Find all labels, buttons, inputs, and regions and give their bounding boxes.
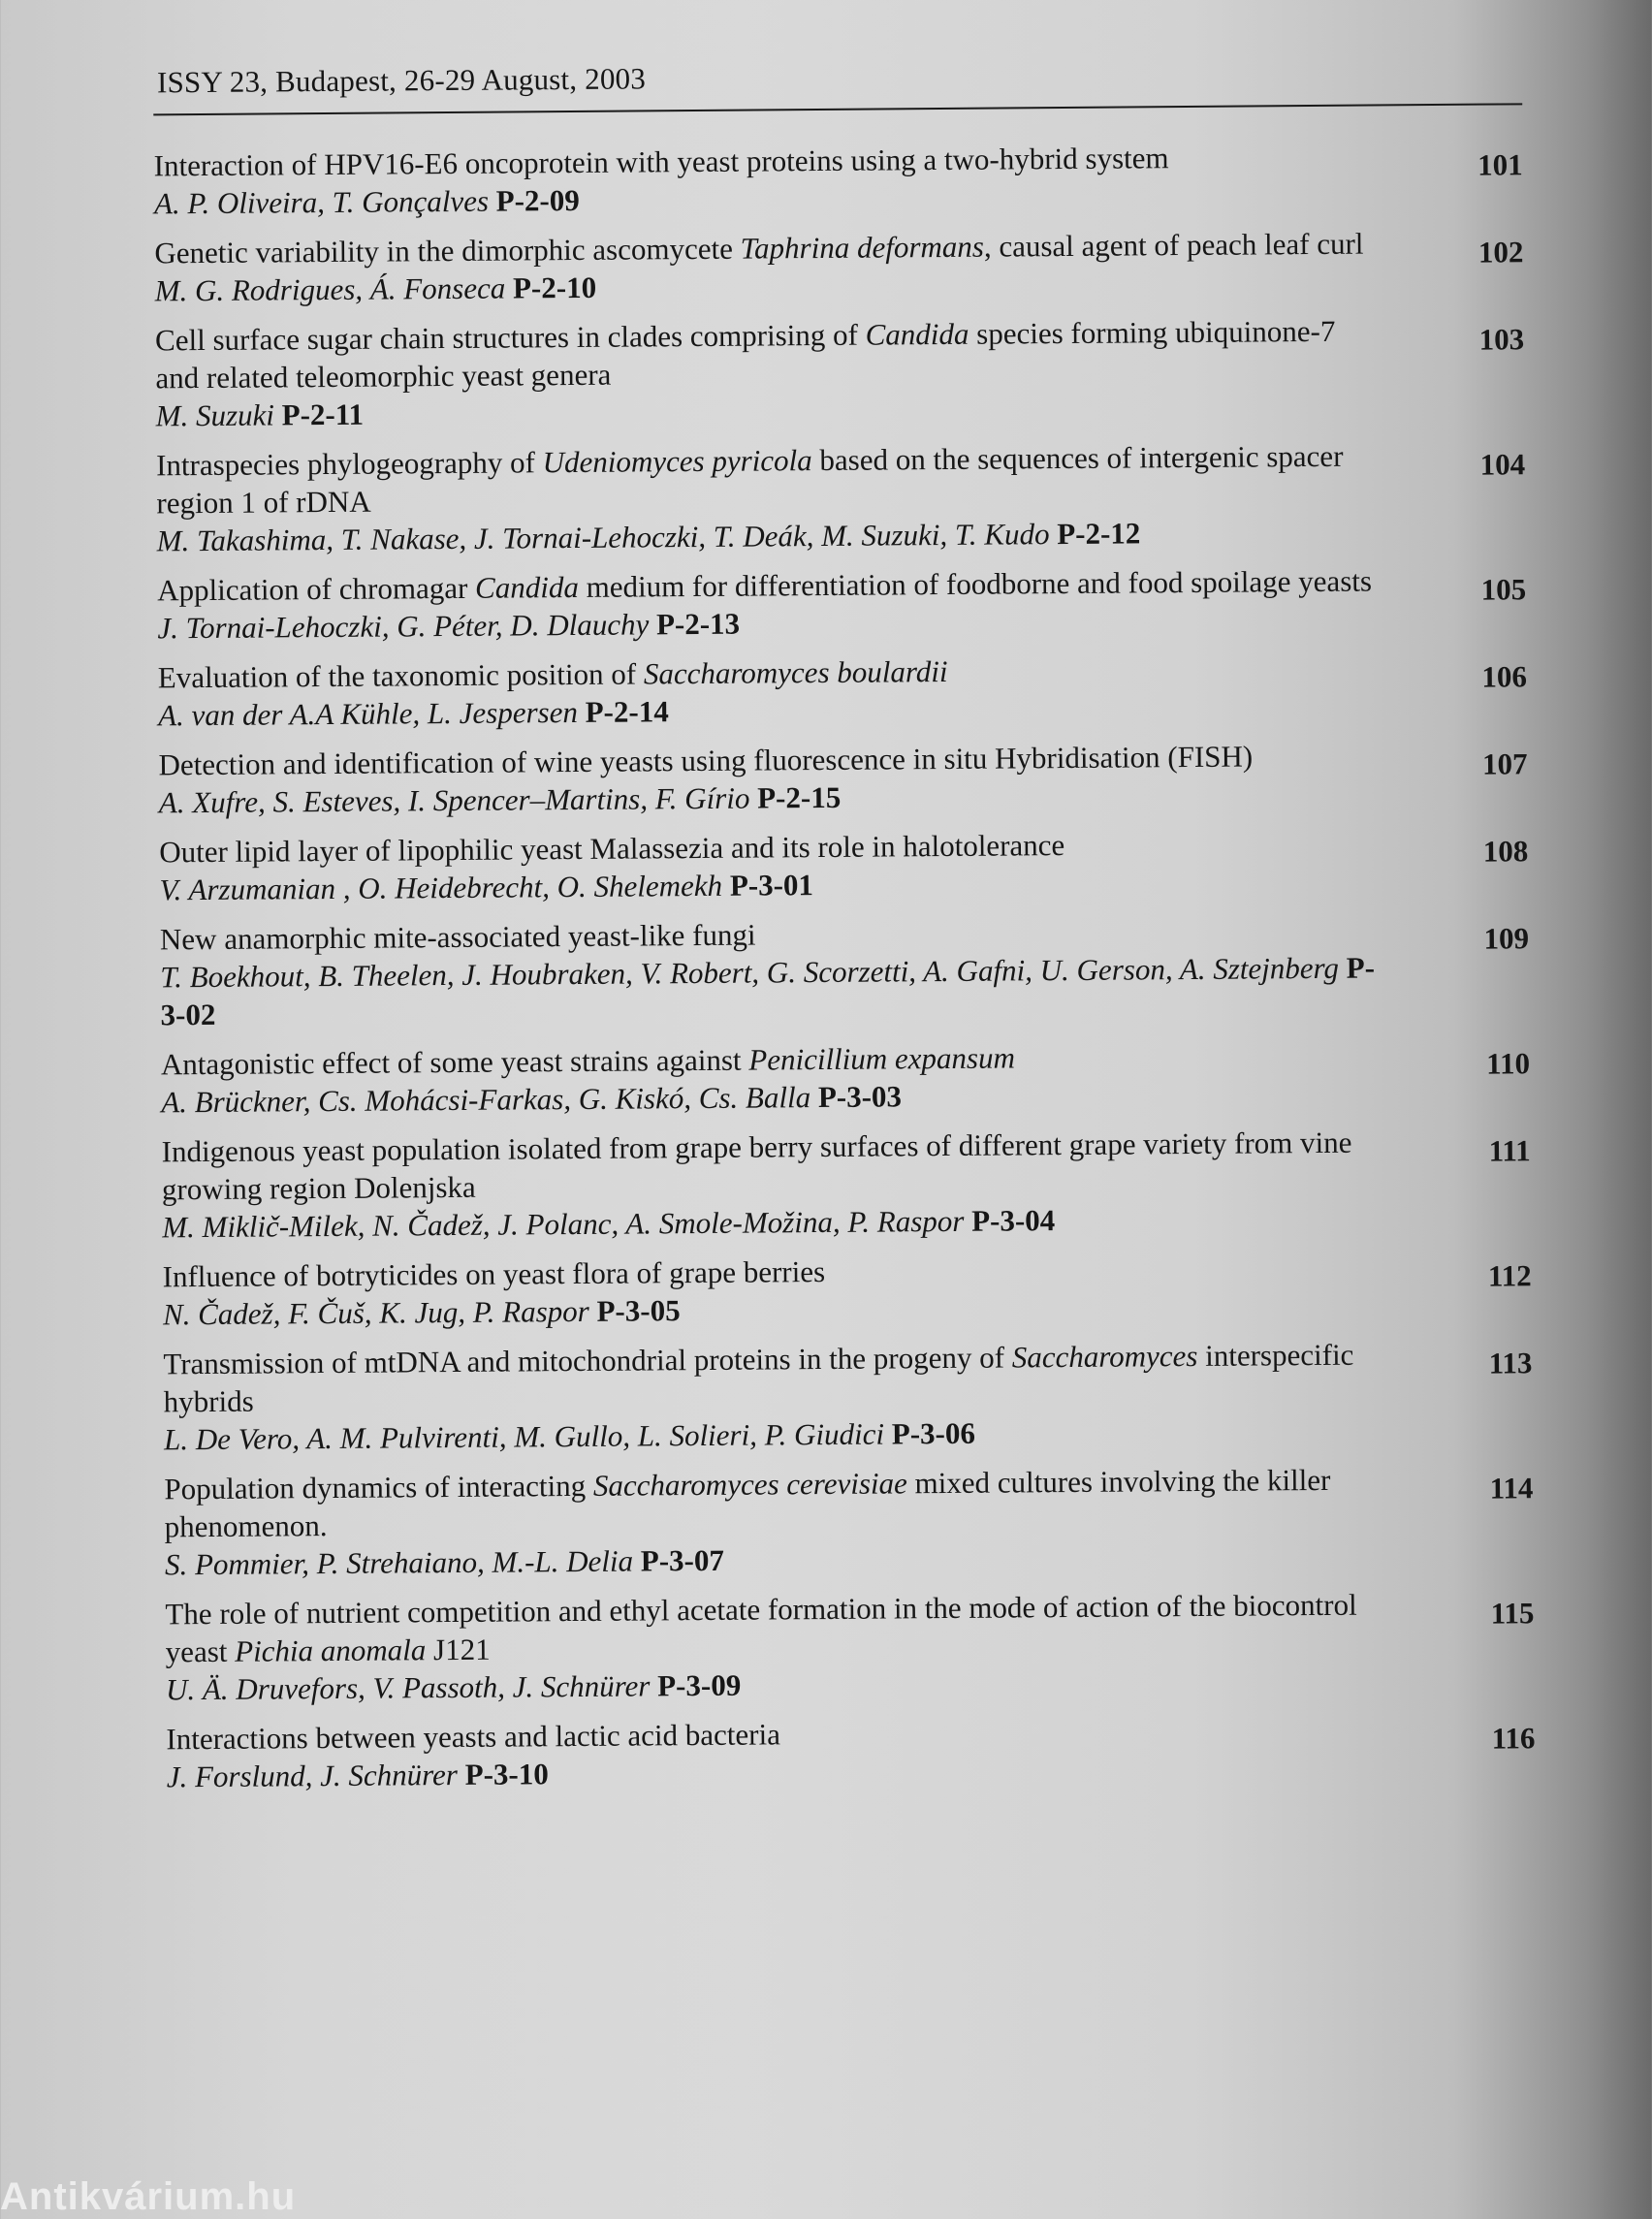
entry-authors: N. Čadež, F. Čuš, K. Jug, P. Raspor <box>162 1293 589 1332</box>
entry-title <box>163 1335 1387 1420</box>
poster-code: P-3-02 <box>160 950 1376 1032</box>
title-text: Detection and identification of wine yeasts using fluorescence in situ Hybridisation (FISH) <box>158 739 1254 782</box>
toc-entry <box>164 1459 1534 1583</box>
entry-authors: A. P. Oliveira, T. Gonçalves <box>153 183 490 221</box>
title-text: Transmission of mtDNA and mitochondrial proteins in the progeny of <box>163 1340 1012 1381</box>
toc-entry <box>163 1247 1533 1333</box>
title-species-name: Penicillium expansum <box>748 1040 1016 1077</box>
entry-authors: M. Suzuki <box>155 397 275 433</box>
page-number: 112 <box>1487 1258 1532 1293</box>
title-text: Outer lipid layer of lipophilic yeast Malassezia and its role in halotolerance <box>159 828 1065 870</box>
entry-authors: V. Arzumanian , O. Heidebrecht, O. Shelemekh <box>159 868 723 907</box>
poster-code: P-2-15 <box>757 779 842 815</box>
title-text: Indigenous yeast population isolated from grape berry surfaces of different grape variety from vine growing region Dolenjska <box>161 1125 1352 1207</box>
title-text: Intraspecies phylogeography of <box>155 445 543 483</box>
toc-entry <box>160 909 1530 1033</box>
title-species-name: Taphrina deformans <box>740 229 985 266</box>
toc-entry <box>158 735 1528 821</box>
toc-entry <box>161 1034 1531 1121</box>
page-number: 106 <box>1481 659 1528 694</box>
title-text: based on the sequences of intergenic spacer region 1 of rDNA <box>156 438 1344 521</box>
entry-authors: J. Forslund, J. Schnürer <box>166 1757 459 1794</box>
toc-entry <box>163 1334 1533 1458</box>
title-text: Evaluation of the taxonomic position of <box>157 656 645 695</box>
entry-authors: A. van der A.A Kühle, L. Jespersen <box>157 694 579 733</box>
entry-authors-line <box>160 948 1384 1033</box>
page-number: 102 <box>1477 235 1524 269</box>
poster-code: P-3-01 <box>729 868 814 903</box>
poster-code: P-2-09 <box>495 182 580 218</box>
poster-code: P-2-14 <box>585 694 669 729</box>
page-number: 107 <box>1481 746 1528 781</box>
toc-entry <box>165 1584 1535 1708</box>
entry-authors: U. Ä. Druvefors, V. Passoth, J. Schnürer <box>165 1668 651 1707</box>
title-text: Population dynamics of interacting <box>164 1468 594 1506</box>
entry-authors: S. Pommier, P. Strehaiano, M.-L. Delia <box>164 1543 634 1582</box>
entry-authors: A. Xufre, S. Esteves, I. Spencer–Martins, F. Gírio <box>158 780 750 820</box>
poster-code: P-2-12 <box>1057 516 1141 552</box>
title-species-name: Pichia anomala <box>235 1633 427 1668</box>
page-number: 113 <box>1488 1346 1533 1380</box>
title-text: Interaction of HPV16-E6 oncoprotein with yeast proteins using a two-hybrid system <box>153 141 1169 183</box>
poster-code: P-3-09 <box>657 1667 742 1703</box>
title-text: The role of nutrient competition and ethyl acetate formation in the mode of action of the biocontrol yeast <box>165 1587 1357 1669</box>
entry-authors: M. G. Rodrigues, Á. Fonseca <box>154 270 506 308</box>
entry-authors: J. Tornai-Lehoczki, G. Péter, D. Dlauchy <box>157 607 650 646</box>
title-species-name: Udeniomyces pyricola <box>542 443 812 480</box>
title-species-name: Saccharomyces boulardii <box>643 653 948 691</box>
entry-authors: A. Brückner, Cs. Mohácsi-Farkas, G. Kiskó, Cs. Balla <box>161 1080 811 1120</box>
title-text: mixed cultures involving the killer phenomenon. <box>164 1462 1331 1544</box>
title-text: medium for differentiation of foodborne and food spoilage yeasts <box>578 563 1373 604</box>
header-rule <box>153 103 1522 115</box>
poster-code: P-3-04 <box>970 1203 1056 1238</box>
poster-code: P-3-10 <box>464 1757 549 1791</box>
entry-authors: M. Takashima, T. Nakase, J. Tornai-Lehoczki, T. Deák, M. Suzuki, T. Kudo <box>156 517 1050 558</box>
page-number: 105 <box>1480 572 1527 607</box>
title-text: , causal agent of peach leaf curl <box>983 226 1364 264</box>
poster-code: P-2-13 <box>655 606 741 642</box>
poster-code: P-3-03 <box>817 1079 903 1115</box>
title-text: Application of chromagar <box>156 570 476 608</box>
title-species-name: Candida <box>865 316 969 352</box>
title-text: Interactions between yeasts and lactic acid bacteria <box>166 1717 781 1757</box>
page-number: 104 <box>1479 447 1526 482</box>
entry-title <box>156 436 1381 522</box>
poster-code: P-3-07 <box>640 1542 725 1578</box>
toc-entry <box>158 648 1528 734</box>
title-species-name: Saccharomyces <box>1011 1338 1198 1375</box>
page-number: 114 <box>1489 1471 1534 1506</box>
poster-code: P-2-10 <box>512 269 597 305</box>
entry-title <box>164 1460 1388 1545</box>
poster-code: P-3-06 <box>891 1415 976 1451</box>
title-text: Antagonistic effect of some yeast strains against <box>160 1042 749 1082</box>
page-number: 109 <box>1483 921 1530 956</box>
toc-entry <box>157 560 1527 647</box>
title-text: New anamorphic mite-associated yeast-like fungi <box>159 917 756 957</box>
toc-entry <box>156 435 1526 559</box>
entry-authors: T. Boekhout, B. Theelen, J. Houbraken, V. Robert, G. Scorzetti, A. Gafni, U. Gerson, A. Sztejnberg <box>160 950 1340 995</box>
page-number: 110 <box>1486 1046 1531 1081</box>
page-number: 108 <box>1482 834 1529 869</box>
toc-entry <box>154 136 1524 222</box>
page-number: 116 <box>1491 1721 1536 1756</box>
entry-title <box>165 1585 1389 1670</box>
poster-code: P-2-11 <box>281 396 365 432</box>
toc-entry <box>155 310 1525 434</box>
page-number: 111 <box>1488 1133 1531 1168</box>
toc-entry <box>159 822 1529 908</box>
title-text: Genetic variability in the dimorphic ascomycete <box>154 231 741 270</box>
running-header: ISSY 23, Budapest, 26-29 August, 2003 <box>156 61 647 100</box>
title-text: species forming ubiquinone-7 and related teleomorphic yeast genera <box>155 313 1336 396</box>
toc-entry <box>162 1122 1532 1246</box>
title-species-name: Candida <box>474 569 580 605</box>
page-number: 103 <box>1478 322 1525 357</box>
entry-title <box>162 1123 1386 1208</box>
title-species-name: Saccharomyces cerevisiae <box>592 1466 907 1503</box>
title-text: J121 <box>426 1632 491 1667</box>
poster-code: P-3-05 <box>596 1293 681 1328</box>
page-number: 101 <box>1477 147 1523 182</box>
watermark-logo: Antikvárium.hu <box>0 2175 297 2218</box>
toc-entry <box>166 1709 1536 1795</box>
entry-authors: M. Miklič-Milek, N. Čadež, J. Polanc, A. Smole-Možina, P. Raspor <box>162 1203 965 1245</box>
title-text: interspecific hybrids <box>163 1337 1354 1419</box>
title-text: Influence of botryticides on yeast flora of grape berries <box>162 1253 826 1294</box>
toc-entry <box>154 223 1524 309</box>
page-number: 115 <box>1490 1596 1535 1631</box>
table-of-contents <box>154 136 1536 1807</box>
entry-title <box>155 311 1380 396</box>
title-text: Cell surface sugar chain structures in clades comprising of <box>154 317 866 358</box>
entry-authors: L. De Vero, A. M. Pulvirenti, M. Gullo, L. Solieri, P. Giudici <box>163 1416 885 1457</box>
